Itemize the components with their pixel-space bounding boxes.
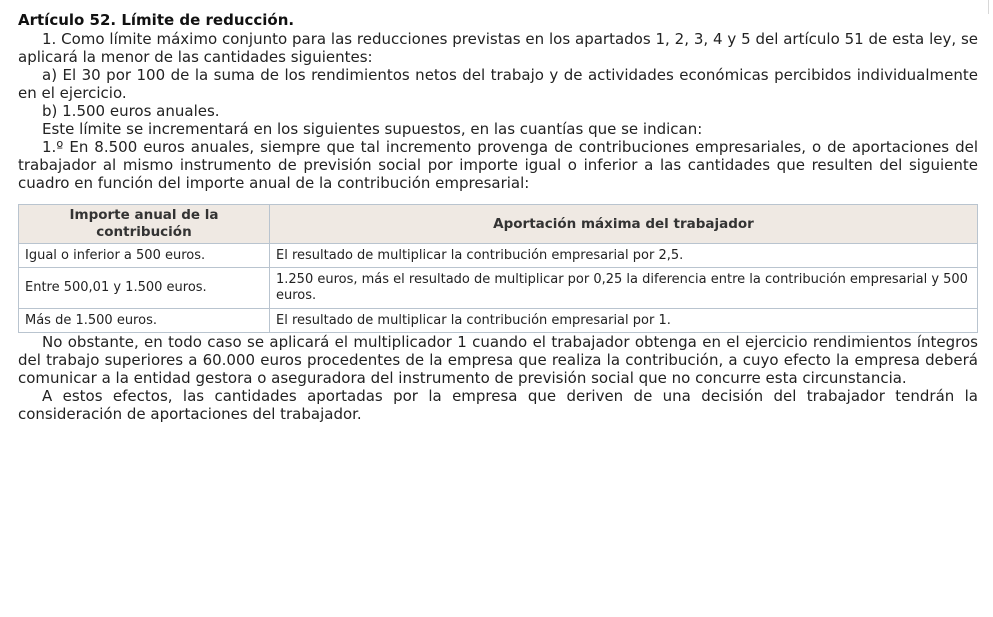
table-header-max-contribution: Aportación máxima del trabajador [270,205,978,244]
table-row [19,268,978,309]
table-header-row [19,205,978,244]
table-cell-range: Igual o inferior a 500 euros. [19,244,270,268]
paragraph-limit-intro: 1. Como límite máximo conjunto para las reducciones previstas en los apartados 1, 2, 3, 4 y 5 del artículo 51 de esta ley, se aplicará la menor de las cantidades siguientes: [18,30,978,66]
contribution-table [18,204,978,333]
table-cell-amount: El resultado de multiplicar la contribución empresarial por 2,5. [270,244,978,268]
scrollbar-edge [988,0,989,14]
paragraph-employee-decision: A estos efectos, las cantidades aportadas por la empresa que deriven de una decisión del trabajador tendrán la consideración de aportaciones del trabajador. [18,387,978,423]
table-header-contribution: Importe anual de la contribución [19,205,270,244]
paragraph-item-a: a) El 30 por 100 de la suma de los rendimientos netos del trabajo y de actividades económicas percibidos individualmente en el ejercicio. [18,66,978,102]
table-row [19,244,978,268]
paragraph-increment-first: 1.º En 8.500 euros anuales, siempre que tal incremento provenga de contribuciones empresariales, o de aportaciones del trabajador al mismo instrumento de previsión social por importe igual o inferior a las cantidades que resulten del siguiente cuadro en función del importe anual de la contribución empresarial: [18,138,978,192]
paragraph-multiplier-note: No obstante, en todo caso se aplicará el multiplicador 1 cuando el trabajador obtenga en el ejercicio rendimientos íntegros del trabajo superiores a 60.000 euros procedentes de la empresa que realiza la contribución, a cuyo efecto la empresa deberá comunicar a la entidad gestora o aseguradora del instrumento de previsión social que no concurre esta circunstancia. [18,333,978,387]
table-cell-range: Más de 1.500 euros. [19,309,270,333]
table-cell-range: Entre 500,01 y 1.500 euros. [19,268,270,309]
table-cell-amount: El resultado de multiplicar la contribución empresarial por 1. [270,309,978,333]
table-row [19,309,978,333]
paragraph-item-b: b) 1.500 euros anuales. [42,102,220,120]
article-title: Artículo 52. Límite de reducción. [18,11,295,29]
paragraph-increment-intro: Este límite se incrementará en los siguientes supuestos, en las cuantías que se indican: [42,120,703,138]
table-cell-amount: 1.250 euros, más el resultado de multiplicar por 0,25 la diferencia entre la contribución empresarial y 500 euros. [270,268,978,309]
article-container [18,0,978,423]
